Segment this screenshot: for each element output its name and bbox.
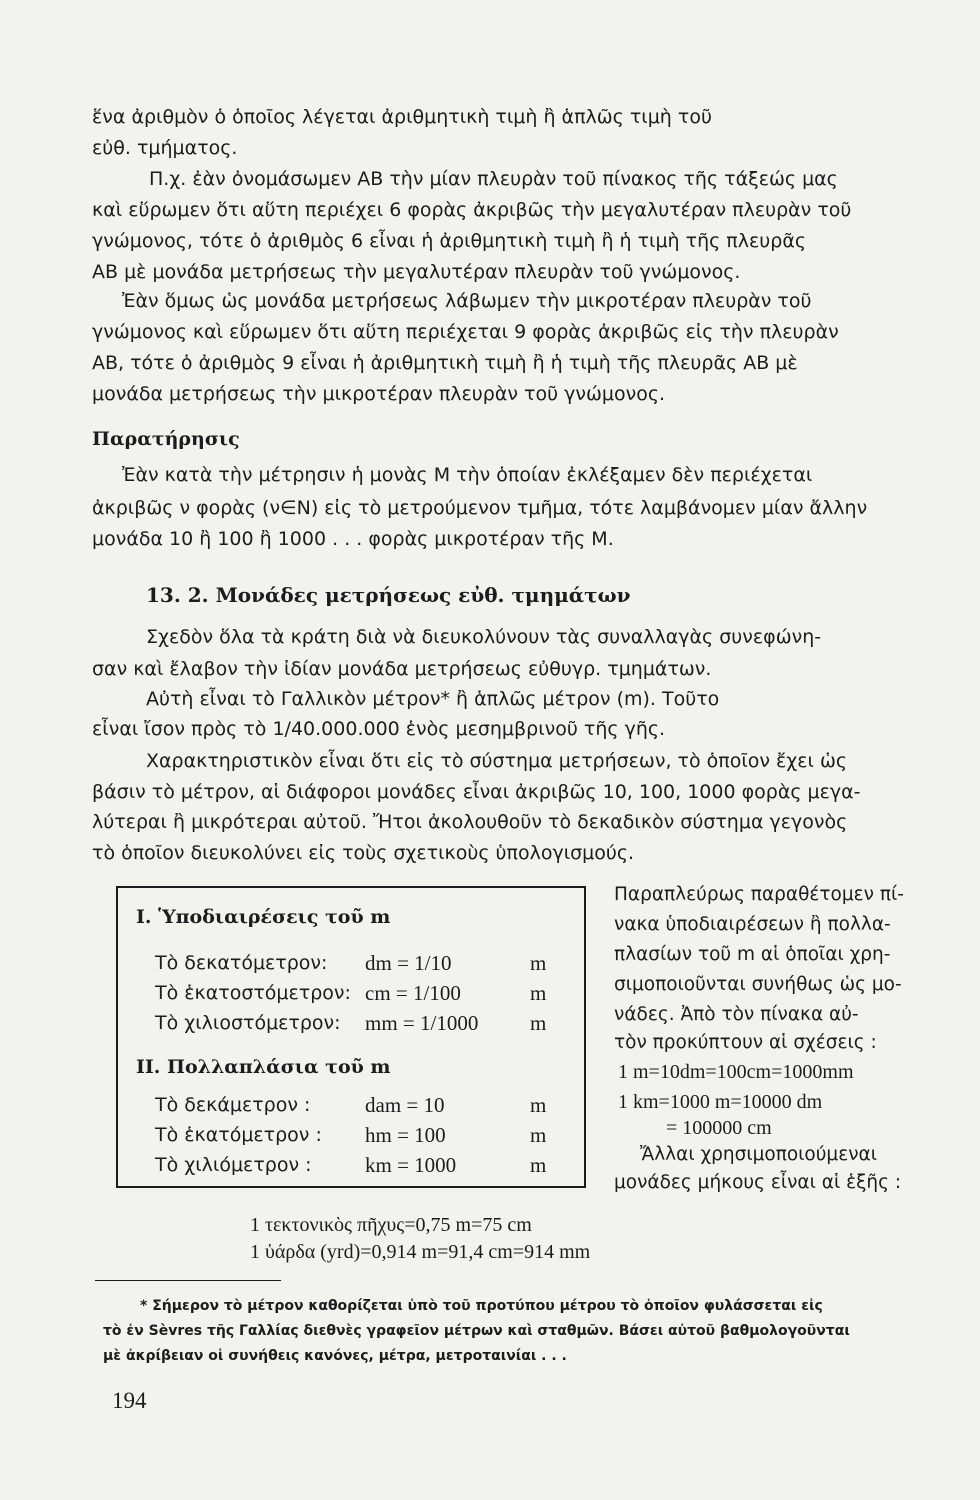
- table-row: [155, 1008, 575, 1038]
- text-line: εἶναι ἴσον πρὸς τὸ 1/40.000.000 ἑνὸς μεσημβρινοῦ τῆς γῆς.: [92, 718, 666, 740]
- footnote-line: τὸ ἐν Sèvres τῆς Γαλλίας διεθνὲς γραφεῖον μέτρων καὶ σταθμῶν. Βάσει αὐτοῦ βαθμολογοῦνται: [103, 1323, 850, 1339]
- unit-name: Τὸ χιλιοστόμετρον:: [155, 1012, 341, 1034]
- unit-symbol: m: [530, 1153, 547, 1177]
- side-text-line: νακα ὑποδιαιρέσεων ἢ πολλα-: [614, 914, 891, 935]
- text-line: Αὐτὴ εἶναι τὸ Γαλλικὸν μέτρον* ἢ ἁπλῶς μέτρον (m). Τοῦτο: [146, 688, 720, 710]
- text-line: μονάδα μετρήσεως τὴν μικροτέραν πλευρὰν τοῦ γνώμονος.: [92, 383, 666, 405]
- side-text-line: πλασίων τοῦ m αἱ ὁποῖαι χρη-: [614, 944, 891, 965]
- unit-name: Τὸ ἑκατόμετρον :: [155, 1124, 322, 1146]
- footnote-line: * Σήμερον τὸ μέτρον καθορίζεται ὑπὸ τοῦ προτύπου μέτρου τὸ ὁποῖον φυλάσσεται εἰς: [140, 1298, 823, 1314]
- table-row: [155, 948, 575, 978]
- text-line: γνώμονος, τότε ὁ ἀριθμὸς 6 εἶναι ἡ ἀριθμητικὴ τιμὴ ἢ ἡ τιμὴ τῆς πλευρᾶς: [92, 230, 806, 252]
- multiples-heading: ΙΙ. Πολλαπλάσια τοῦ m: [136, 1056, 391, 1078]
- side-text-line: Ἄλλαι χρησιμοποιούμεναι: [640, 1144, 877, 1165]
- table-row: [155, 1090, 575, 1120]
- side-formula: 1 m=10dm=100cm=1000mm: [618, 1061, 854, 1083]
- side-text-line: νάδες. Ἀπὸ τὸν πίνακα αὐ-: [614, 1004, 859, 1025]
- text-line: καὶ εὕρωμεν ὅτι αὕτη περιέχει 6 φορὰς ἀκριβῶς τὴν μεγαλυτέραν πλευρὰν τοῦ: [92, 199, 852, 221]
- side-text-line: σιμοποιοῦνται συνήθως ὡς μο-: [614, 974, 902, 995]
- section-heading: 13. 2. Μονάδες μετρήσεως εὐθ. τμημάτων: [146, 583, 631, 607]
- footnote-line: μὲ ἀκρίβειαν οἱ συνήθεις κανόνες, μέτρα, μετροταινίαι . . .: [103, 1348, 567, 1364]
- text-line: Π.χ. ἐὰν ὀνομάσωμεν ΑΒ τὴν μίαν πλευρὰν τοῦ πίνακος τῆς τάξεώς μας: [149, 168, 838, 190]
- text-line: Χαρακτηριστικὸν εἶναι ὅτι εἰς τὸ σύστημα μετρήσεων, τὸ ὁποῖον ἔχει ὡς: [146, 750, 848, 772]
- side-formula: = 100000 cm: [666, 1117, 772, 1139]
- unit-expression: cm = 1/100: [365, 981, 461, 1005]
- text-line: βάσιν τὸ μέτρον, αἱ διάφοροι μονάδες εἶναι ἀκριβῶς 10, 100, 1000 φορὰς μεγα-: [92, 781, 861, 803]
- table-row: [155, 1150, 575, 1180]
- text-line: ἕνα ἀριθμὸν ὁ ὁποῖος λέγεται ἀριθμητικὴ τιμὴ ἢ ἁπλῶς τιμὴ τοῦ: [92, 106, 712, 128]
- text-line: Ἐὰν κατὰ τὴν μέτρησιν ἡ μονὰς Μ τὴν ὁποίαν ἐκλέξαμεν δὲν περιέχεται: [122, 464, 813, 486]
- text-line: ἀκριβῶς ν φορὰς (ν∈Ν) εἰς τὸ μετρούμενον τμῆμα, τότε λαμβάνομεν μίαν ἄλλην: [92, 497, 868, 519]
- unit-symbol: m: [530, 1123, 547, 1147]
- unit-expression: dm = 1/10: [365, 951, 452, 975]
- text-line: τὸ ὁποῖον διευκολύνει εἰς τοὺς σχετικοὺς ὑπολογισμούς.: [92, 842, 635, 864]
- footnote-rule: [95, 1280, 281, 1281]
- side-text-line: τὸν προκύπτουν αἱ σχέσεις :: [614, 1032, 877, 1053]
- text-line: εὐθ. τμήματος.: [92, 137, 238, 159]
- unit-expression: dam = 10: [365, 1093, 445, 1117]
- side-text-line: Παραπλεύρως παραθέτομεν πί-: [614, 884, 904, 905]
- text-line: σαν καὶ ἔλαβον τὴν ἰδίαν μονάδα μετρήσεως εὐθυγρ. τμημάτων.: [92, 658, 712, 680]
- other-unit-line: 1 τεκτονικὸς πῆχυς=0,75 m=75 cm: [250, 1214, 532, 1236]
- table-row: [155, 978, 575, 1008]
- unit-expression: mm = 1/1000: [365, 1011, 479, 1035]
- page-number: 194: [112, 1388, 147, 1413]
- text-line: Σχεδὸν ὅλα τὰ κράτη διὰ νὰ διευκολύνουν τὰς συναλλαγὰς συνεφώνη-: [146, 626, 822, 648]
- unit-symbol: m: [530, 1093, 547, 1117]
- text-line: λύτεραι ἢ μικρότεραι αὐτοῦ. Ἤτοι ἀκολουθοῦν τὸ δεκαδικὸν σύστημα γεγονὸς: [92, 811, 848, 833]
- unit-name: Τὸ χιλιόμετρον :: [155, 1154, 312, 1176]
- unit-expression: km = 1000: [365, 1153, 457, 1177]
- other-unit-line: 1 ὑάρδα (yrd)=0,914 m=91,4 cm=914 mm: [250, 1241, 591, 1263]
- text-line: γνώμονος καὶ εὕρωμεν ὅτι αὕτη περιέχεται 9 φορὰς ἀκριβῶς εἰς τὴν πλευρὰν: [92, 321, 839, 343]
- text-line: μονάδα 10 ἢ 100 ἢ 1000 . . . φορὰς μικροτέραν τῆς Μ.: [92, 528, 614, 550]
- text-line: ΑΒ μὲ μονάδα μετρήσεως τὴν μεγαλυτέραν πλευρὰν τοῦ γνώμονος.: [92, 261, 741, 283]
- side-formula: 1 km=1000 m=10000 dm: [618, 1091, 823, 1113]
- side-text-line: μονάδες μήκους εἶναι αἱ ἑξῆς :: [614, 1172, 902, 1193]
- unit-name: Τὸ δεκατόμετρον:: [155, 952, 328, 974]
- remark-heading: Παρατήρησις: [92, 428, 240, 450]
- unit-symbol: m: [530, 1011, 547, 1035]
- units-table: [116, 886, 586, 1188]
- text-line: Ἐὰν ὅμως ὡς μονάδα μετρήσεως λάβωμεν τὴν μικροτέραν πλευρὰν τοῦ: [122, 290, 812, 312]
- unit-symbol: m: [530, 981, 547, 1005]
- unit-name: Τὸ δεκάμετρον :: [155, 1094, 311, 1116]
- text-line: ΑΒ, τότε ὁ ἀριθμὸς 9 εἶναι ἡ ἀριθμητικὴ τιμὴ ἢ ἡ τιμὴ τῆς πλευρᾶς ΑΒ μὲ: [92, 352, 798, 374]
- unit-symbol: m: [530, 951, 547, 975]
- table-row: [155, 1120, 575, 1150]
- subdivisions-heading: Ι. Ὑποδιαιρέσεις τοῦ m: [136, 906, 391, 928]
- unit-name: Τὸ ἑκατοστόμετρον:: [155, 982, 351, 1004]
- unit-expression: hm = 100: [365, 1123, 446, 1147]
